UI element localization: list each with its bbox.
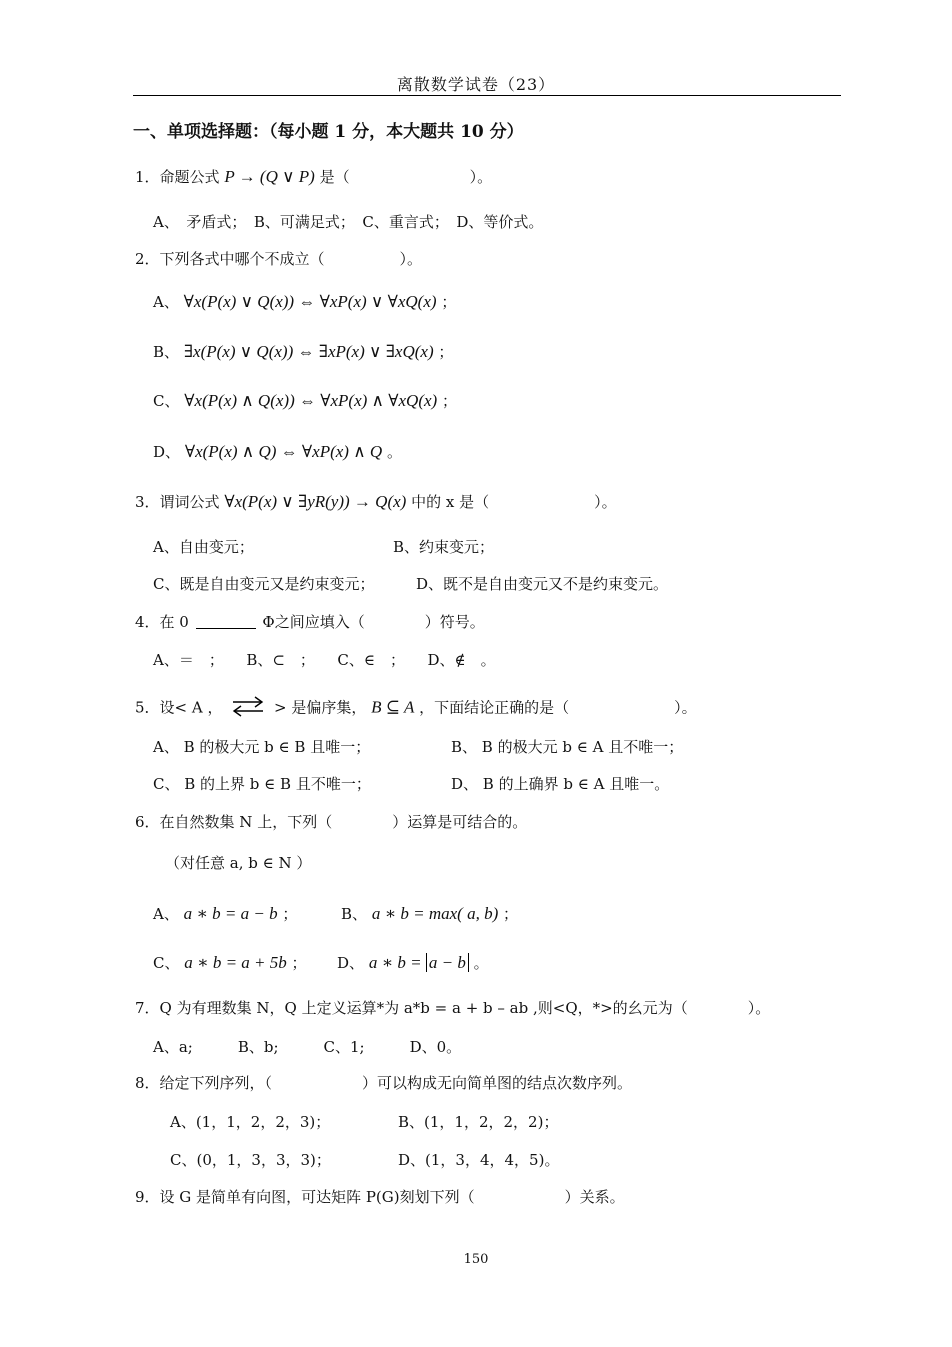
question-1-options: A、 矛盾式； B、可满足式； C、重言式； D、等价式。 [153,213,544,231]
question-5-option-b: B、 B 的极大元 b ∈ A 且不唯一； [451,738,684,756]
question-2-stem: 2．下列各式中哪个不成立（ ）。 [135,250,423,268]
option-label: C、 [153,954,180,972]
absolute-value: a − b [426,953,469,972]
question-5-option-c: C、 B 的上界 b ∈ B 且不唯一； [153,775,371,793]
section-title: 一、单项选择题：（每小题 1 分，本大题共 10 分） [133,122,524,142]
option-end: ； [441,293,457,311]
question-3-option-c: C、既是自由变元又是约束变元； [153,575,375,593]
question-2-option-d [153,442,402,462]
answer-blank [196,614,256,629]
option-label: D、 [153,443,181,461]
question-6-option-b [341,904,518,924]
option-end: ； [503,905,519,923]
option-end: 。 [473,954,489,972]
question-8-option-d: D、(1，3，4，4，5)。 [398,1151,560,1169]
question-1-stem: 1．命题公式 [135,168,220,186]
question-6-option-c [153,953,307,973]
option-end: ； [291,954,307,972]
question-6-note: （对任意 a, b ∈ N ） [165,854,312,872]
question-1-tail: 是（ ）。 [319,168,493,186]
page-number: 150 [463,1252,489,1267]
question-4-mid: Φ之间应填入（ ）符号。 [262,613,485,631]
option-end: ； [282,905,298,923]
option-formula: ∀x(P(x) ∧ Q) ⇔ ∀xP(x) ∧ Q [184,442,383,461]
question-5-option-d: D、 B 的上确界 b ∈ A 且唯一。 [451,775,670,793]
question-3 [135,492,617,512]
question-8-option-c: C、(0，1，3，3，3)； [170,1151,331,1169]
option-label: B、 [341,905,368,923]
option-formula: a ∗ b = a − b [183,904,278,923]
question-8-option-a: A、(1，1，2，2，3)； [170,1113,331,1131]
question-5-stem-b: > 是偏序集， [274,698,367,717]
question-5-option-a: A、 B 的极大元 b ∈ B 且唯一； [153,738,371,756]
question-3-option-d: D、既不是自由变元又不是约束变元。 [416,575,669,593]
option-end: ； [441,392,457,410]
question-4 [135,612,485,632]
option-end: 。 [386,443,402,461]
question-3-option-a: A、自由变元； [153,538,254,556]
question-9-stem: 9．设 G 是简单有向图，可达矩阵 P(G)刻划下列（ ）关系。 [135,1188,625,1206]
question-4-options: A、＝ ； B、⊂ ； C、∈ ； D、∉ 。 [153,651,496,669]
question-5-stem-a: 5．设< A ， [135,698,223,717]
option-label: A、 [153,905,179,923]
question-7-stem: 7．Q 为有理数集 N，Q 上定义运算*为 a*b = a + b – ab ,则<Q，*>的幺元为（ ）。 [135,999,771,1017]
question-2-option-c [153,391,457,411]
option-formula: ∀x(P(x) ∨ Q(x)) ⇔ ∀xP(x) ∨ ∀xQ(x) [183,292,437,311]
option-end: ； [438,343,454,361]
question-4-stem: 4．在 0 [135,613,189,631]
option-label: C、 [153,392,180,410]
option-label: D、 [337,954,365,972]
option-formula: a ∗ b = a + 5b [184,953,287,972]
question-1-formula: P → (Q ∨ P) [224,167,315,186]
option-formula: a ∗ b = [368,953,426,972]
question-7-options: A、a; B、b; C、1; D、0。 [153,1038,462,1056]
option-label: A、 [153,293,179,311]
question-3-stem: 3．谓词公式 [135,493,220,511]
question-6-option-a [153,904,297,924]
partial-order-relation-icon [231,695,265,722]
question-5-relation: B ⊆ A [371,697,415,717]
question-5 [135,695,697,722]
question-2-option-a [153,292,456,312]
question-8-option-b: B、(1，1，2，2，2)； [398,1113,559,1131]
question-6-option-d [337,953,489,973]
question-3-formula: ∀x(P(x) ∨ ∃yR(y)) → Q(x) [224,492,407,511]
question-6-stem: 6．在自然数集 N 上，下列（ ）运算是可结合的。 [135,813,528,831]
option-formula: ∀x(P(x) ∧ Q(x)) ⇔ ∀xP(x) ∧ ∀xQ(x) [184,391,438,410]
question-3-option-b: B、约束变元； [393,538,495,556]
option-label: B、 [153,343,180,361]
question-2-option-b [153,342,453,362]
option-formula: a ∗ b = max( a, b) [371,904,499,923]
question-5-stem-c: ，下面结论正确的是（ ）。 [419,698,697,717]
header-rule [133,95,841,96]
question-8-stem: 8．给定下列序列，（ ）可以构成无向简单图的结点次数序列。 [135,1074,633,1092]
page-header-title: 离散数学试卷（23） [396,75,556,94]
question-1 [135,167,492,187]
option-formula: ∃x(P(x) ∨ Q(x)) ⇔ ∃xP(x) ∨ ∃xQ(x) [183,342,434,361]
question-3-tail: 中的 x 是（ ）。 [411,493,617,511]
